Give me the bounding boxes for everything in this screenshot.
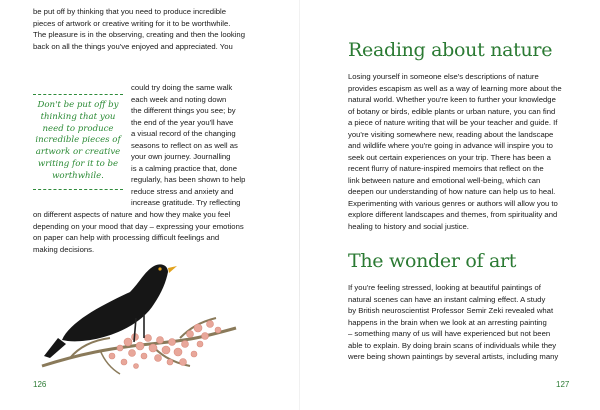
heading-the-wonder-of-art: The wonder of art bbox=[348, 250, 517, 272]
heading-reading-about-nature: Reading about nature bbox=[348, 39, 553, 61]
blackbird-on-blossom-illustration bbox=[40, 258, 240, 378]
reading-about-nature-paragraph: Losing yourself in someone else's descriptions of nature provides escapism as well as a way of learning more about the natural world. Whether you're keen to further your knowledge of botany or birds, edible plants or urban nature, you can find a piece of nature writing that will be your teacher and guide. If you're visiting somewhere new, reading about the landscape and wildlife where you're going in advance will inspire you to seek out certain experiences on your trip. There has been a recent flurry of nature-inspired memoirs that reflect on the link between nature and emotional well-being, which can deepen our understanding of how nature can help us to heal. Experimenting with various genres or authors will allow you to explore different landscapes and themes, from spirituality and healing to history and social justice. bbox=[348, 72, 562, 231]
right-page bbox=[300, 0, 600, 410]
left-column-paragraph: could try doing the same walk each week and noting down the different things you see; by the end of the year you'll have a visual record of the changing seasons to reflect on as well as your own journey. Journalling is a calming practice that, done regularly, has been shown to help reduce stress and anxiety and increase gratitude. Try reflecting bbox=[131, 83, 246, 207]
left-top-paragraph: be put off by thinking that you need to produce incredible pieces of artwork or creative writing for it to be worthwhile. The pleasure is in the observing, creating and then the looking back on all the things you've enjoyed and appreciated. You bbox=[33, 7, 245, 51]
page-number-left: 126 bbox=[33, 380, 47, 389]
left-bottom-paragraph: on different aspects of nature and how they make you feel depending on your mood that day – expressing your emotions on paper can help with processing difficult feelings and making decisions. bbox=[33, 210, 244, 254]
wonder-of-art-paragraph: If you're feeling stressed, looking at beautiful paintings of natural scenes can have an instant calming effect. A study by British neuroscientist Professor Semir Zeki revealed what happens in the brain when we look at an arresting painting – something many of us will have experienced but not been able to explain. By doing brain scans of individuals while they were being shown paintings by several artists, including many bbox=[348, 283, 559, 361]
pull-quote: Don't be put off by thinking that you need to produce incredible pieces of artwork or creative writing for it to be worthwhile. bbox=[33, 94, 123, 190]
page-number-right: 127 bbox=[556, 380, 570, 389]
